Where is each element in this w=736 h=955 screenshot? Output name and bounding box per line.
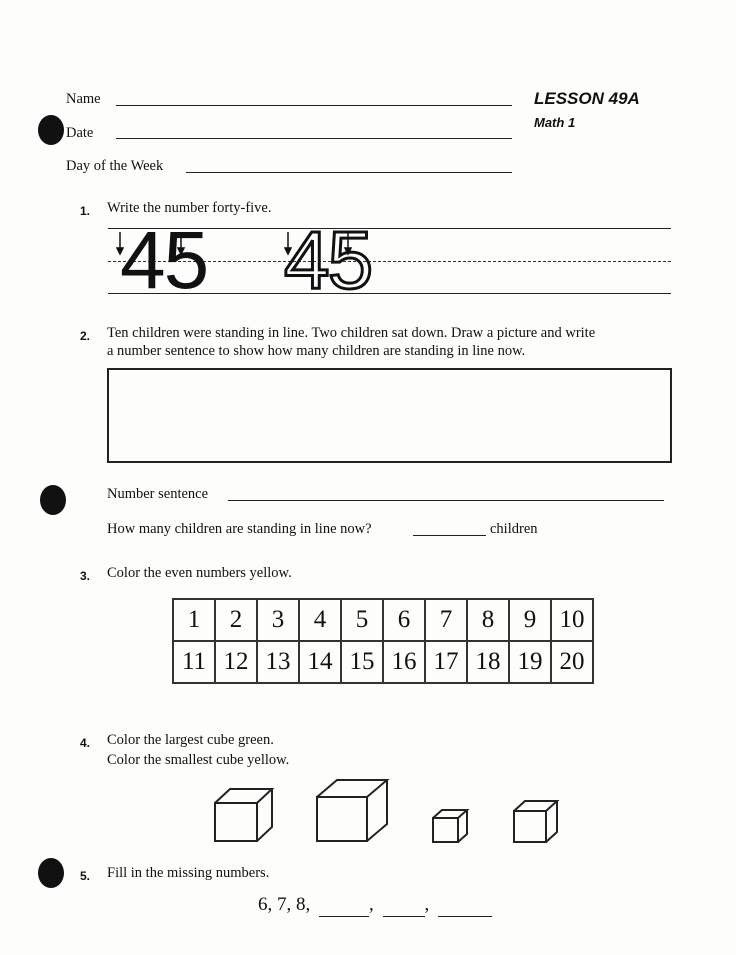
answer-field[interactable] <box>413 535 486 536</box>
sequence-row: 6, 7, 8, , , <box>258 894 492 917</box>
grid-cell[interactable]: 18 <box>467 641 509 683</box>
grid-cell[interactable]: 1 <box>173 599 215 641</box>
number-grid <box>172 598 594 684</box>
name-label: Name <box>66 91 101 107</box>
blank-3[interactable] <box>438 894 492 917</box>
blank-2[interactable] <box>383 894 425 917</box>
grid-cell[interactable]: 9 <box>509 599 551 641</box>
problem-3-text: Color the even numbers yellow. <box>107 565 292 581</box>
cube-largest[interactable] <box>317 780 387 841</box>
sequence-given: 6, 7, 8, <box>258 894 311 915</box>
grid-cell[interactable]: 6 <box>383 599 425 641</box>
problem-2-number: 2. <box>80 329 91 343</box>
problem-4-text-1: Color the largest cube green. <box>107 732 274 748</box>
sentence-field[interactable] <box>228 500 664 501</box>
cube-smallest[interactable] <box>433 810 467 842</box>
grid-cell[interactable]: 4 <box>299 599 341 641</box>
grid-row-1 <box>173 599 593 641</box>
grid-cell[interactable]: 12 <box>215 641 257 683</box>
name-field[interactable] <box>116 105 512 106</box>
handwriting-lines <box>108 215 671 306</box>
lesson-title: LESSON 49A <box>534 89 640 108</box>
grid-cell[interactable]: 2 <box>215 599 257 641</box>
grid-cell[interactable]: 15 <box>341 641 383 683</box>
problem-4-number: 4. <box>80 736 91 750</box>
grid-cell[interactable]: 10 <box>551 599 593 641</box>
problem-1-text: Write the number forty-five. <box>107 200 272 216</box>
grid-row-2 <box>173 641 593 683</box>
grid-cell[interactable]: 20 <box>551 641 593 683</box>
date-label: Date <box>66 125 94 141</box>
grid-cell[interactable]: 11 <box>173 641 215 683</box>
grid-cell[interactable]: 8 <box>467 599 509 641</box>
problem-3-number: 3. <box>80 569 91 583</box>
sentence-label: Number sentence <box>107 486 209 502</box>
day-field[interactable] <box>186 172 512 173</box>
grid-cell[interactable]: 13 <box>257 641 299 683</box>
problem-2-text-1: Ten children were standing in line. Two children sat down. Draw a picture and write <box>107 325 596 341</box>
date-field[interactable] <box>116 138 512 139</box>
day-label: Day of the Week <box>66 158 164 174</box>
binder-hole <box>38 115 64 145</box>
problem-5-text: Fill in the missing numbers. <box>107 865 270 881</box>
grid-cell[interactable]: 3 <box>257 599 299 641</box>
course-title: Math 1 <box>534 115 576 130</box>
grid-cell[interactable]: 5 <box>341 599 383 641</box>
unit-label: children <box>490 521 538 537</box>
problem-4-text-2: Color the smallest cube yellow. <box>107 752 290 768</box>
problem-1-number: 1. <box>80 204 91 218</box>
grid-cell[interactable]: 19 <box>509 641 551 683</box>
binder-hole <box>40 485 66 515</box>
trace-number[interactable]: 45 <box>284 215 372 306</box>
grid-cell[interactable]: 17 <box>425 641 467 683</box>
grid-cell[interactable]: 14 <box>299 641 341 683</box>
grid-cell[interactable]: 7 <box>425 599 467 641</box>
question-text: How many children are standing in line now? <box>107 521 372 537</box>
cube-small[interactable] <box>514 801 557 842</box>
drawing-box[interactable] <box>107 368 672 463</box>
problem-2-text-2: a number sentence to show how many children are standing in line now. <box>107 343 526 359</box>
cube-medium[interactable] <box>215 789 272 841</box>
binder-hole <box>38 858 64 888</box>
problem-5-number: 5. <box>80 869 91 883</box>
cubes <box>210 775 570 845</box>
blank-1[interactable] <box>319 894 369 917</box>
grid-cell[interactable]: 16 <box>383 641 425 683</box>
model-number: 45 <box>120 215 208 306</box>
